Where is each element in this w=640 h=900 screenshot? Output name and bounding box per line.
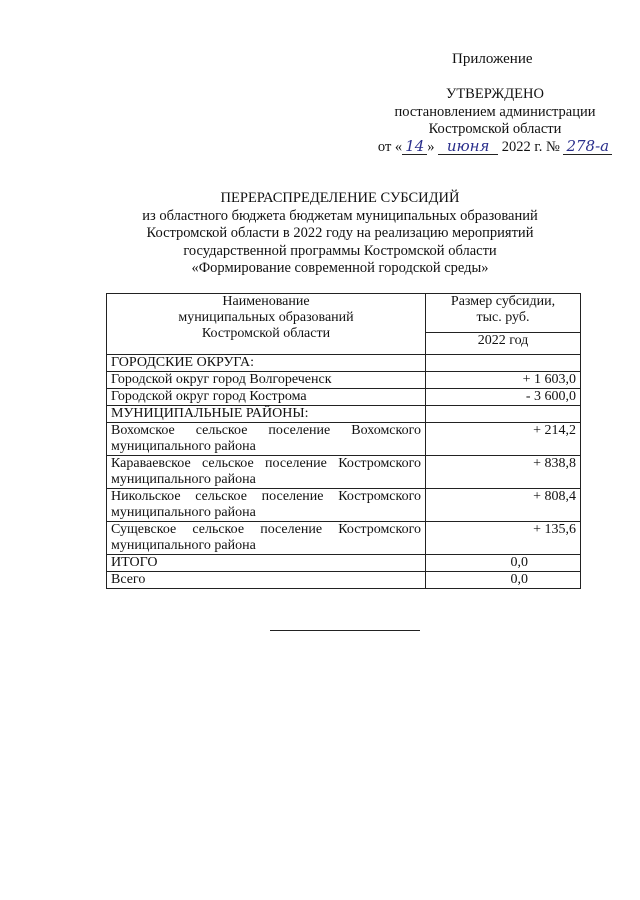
handwritten-month: июня (438, 139, 498, 155)
value-cell: + 214,2 (426, 423, 581, 456)
value-cell (426, 355, 581, 372)
section-label: МУНИЦИПАЛЬНЫЕ РАЙОНЫ: (107, 406, 426, 423)
table-row (107, 489, 581, 522)
value-cell (426, 406, 581, 423)
subsidy-table (106, 293, 581, 589)
header-name-cell (107, 294, 426, 355)
title-line-3: Костромской области в 2022 году на реализацию мероприятий (146, 225, 534, 241)
table-row-grand-total (107, 572, 581, 589)
name-cell: Городской округ город Волгореченск (107, 372, 426, 389)
header-size-cell (426, 294, 581, 333)
table-row (107, 355, 581, 372)
title-line-4: государственной программы Костромской области (183, 242, 497, 259)
date-suffix: 2022 г. № (498, 138, 564, 155)
value-cell: + 838,8 (426, 456, 581, 489)
section-label: ГОРОДСКИЕ ОКРУГА: (107, 355, 426, 372)
table-row (107, 522, 581, 555)
header-year-cell: 2022 год (426, 332, 581, 354)
value-cell: 0,0 (426, 572, 581, 589)
table-row (107, 423, 581, 456)
value-cell: - 3 600,0 (426, 389, 581, 406)
title-line-2: из областного бюджета бюджетам муниципальных образований (142, 207, 538, 224)
name-cell: Караваевское сельское поселение Костромского муниципального района (107, 456, 426, 489)
name-cell: Всего (107, 572, 426, 589)
table-row-total (107, 555, 581, 572)
name-cell: Вохомское сельское поселение Вохомского муниципального района (107, 423, 426, 456)
value-cell: + 135,6 (426, 522, 581, 555)
name-cell: ИТОГО (107, 555, 426, 572)
table-row (107, 406, 581, 423)
date-mid: » (427, 138, 439, 155)
closing-rule-line (270, 630, 420, 631)
date-prefix: от « (377, 138, 403, 155)
document-title (90, 190, 590, 278)
table-header-row (107, 294, 581, 333)
title-line-5: «Формирование современной городской среды» (191, 260, 489, 276)
appendix-label: Приложение (452, 51, 533, 67)
header-name-line: Костромской области (201, 326, 331, 341)
table-row (107, 456, 581, 489)
approved-by-line1: постановлением администрации (394, 103, 596, 120)
value-cell: + 808,4 (426, 489, 581, 522)
header-name-line: муниципальных образований (178, 310, 354, 325)
table-row (107, 389, 581, 406)
handwritten-day: 14 (402, 139, 427, 155)
name-cell: Сущевское сельское поселение Костромского муниципального района (107, 522, 426, 555)
title-line-1: ПЕРЕРАСПРЕДЕЛЕНИЕ СУБСИДИЙ (220, 190, 460, 206)
approval-date-line (370, 136, 620, 157)
name-cell: Никольское сельское поселение Костромского муниципального района (107, 489, 426, 522)
value-cell: 0,0 (426, 555, 581, 572)
header-name-line: Наименование (222, 294, 310, 309)
value-cell: + 1 603,0 (426, 372, 581, 389)
handwritten-number: 278-а (563, 139, 612, 155)
approved-stamp: УТВЕРЖДЕНО (446, 86, 544, 102)
approved-by-line2: Костромской области (428, 121, 562, 137)
name-cell: Городской округ город Кострома (107, 389, 426, 406)
header-size-line: тыс. руб. (476, 310, 530, 325)
header-size-line: Размер субсидии, (450, 294, 556, 309)
approval-block (370, 86, 620, 156)
table-row (107, 372, 581, 389)
